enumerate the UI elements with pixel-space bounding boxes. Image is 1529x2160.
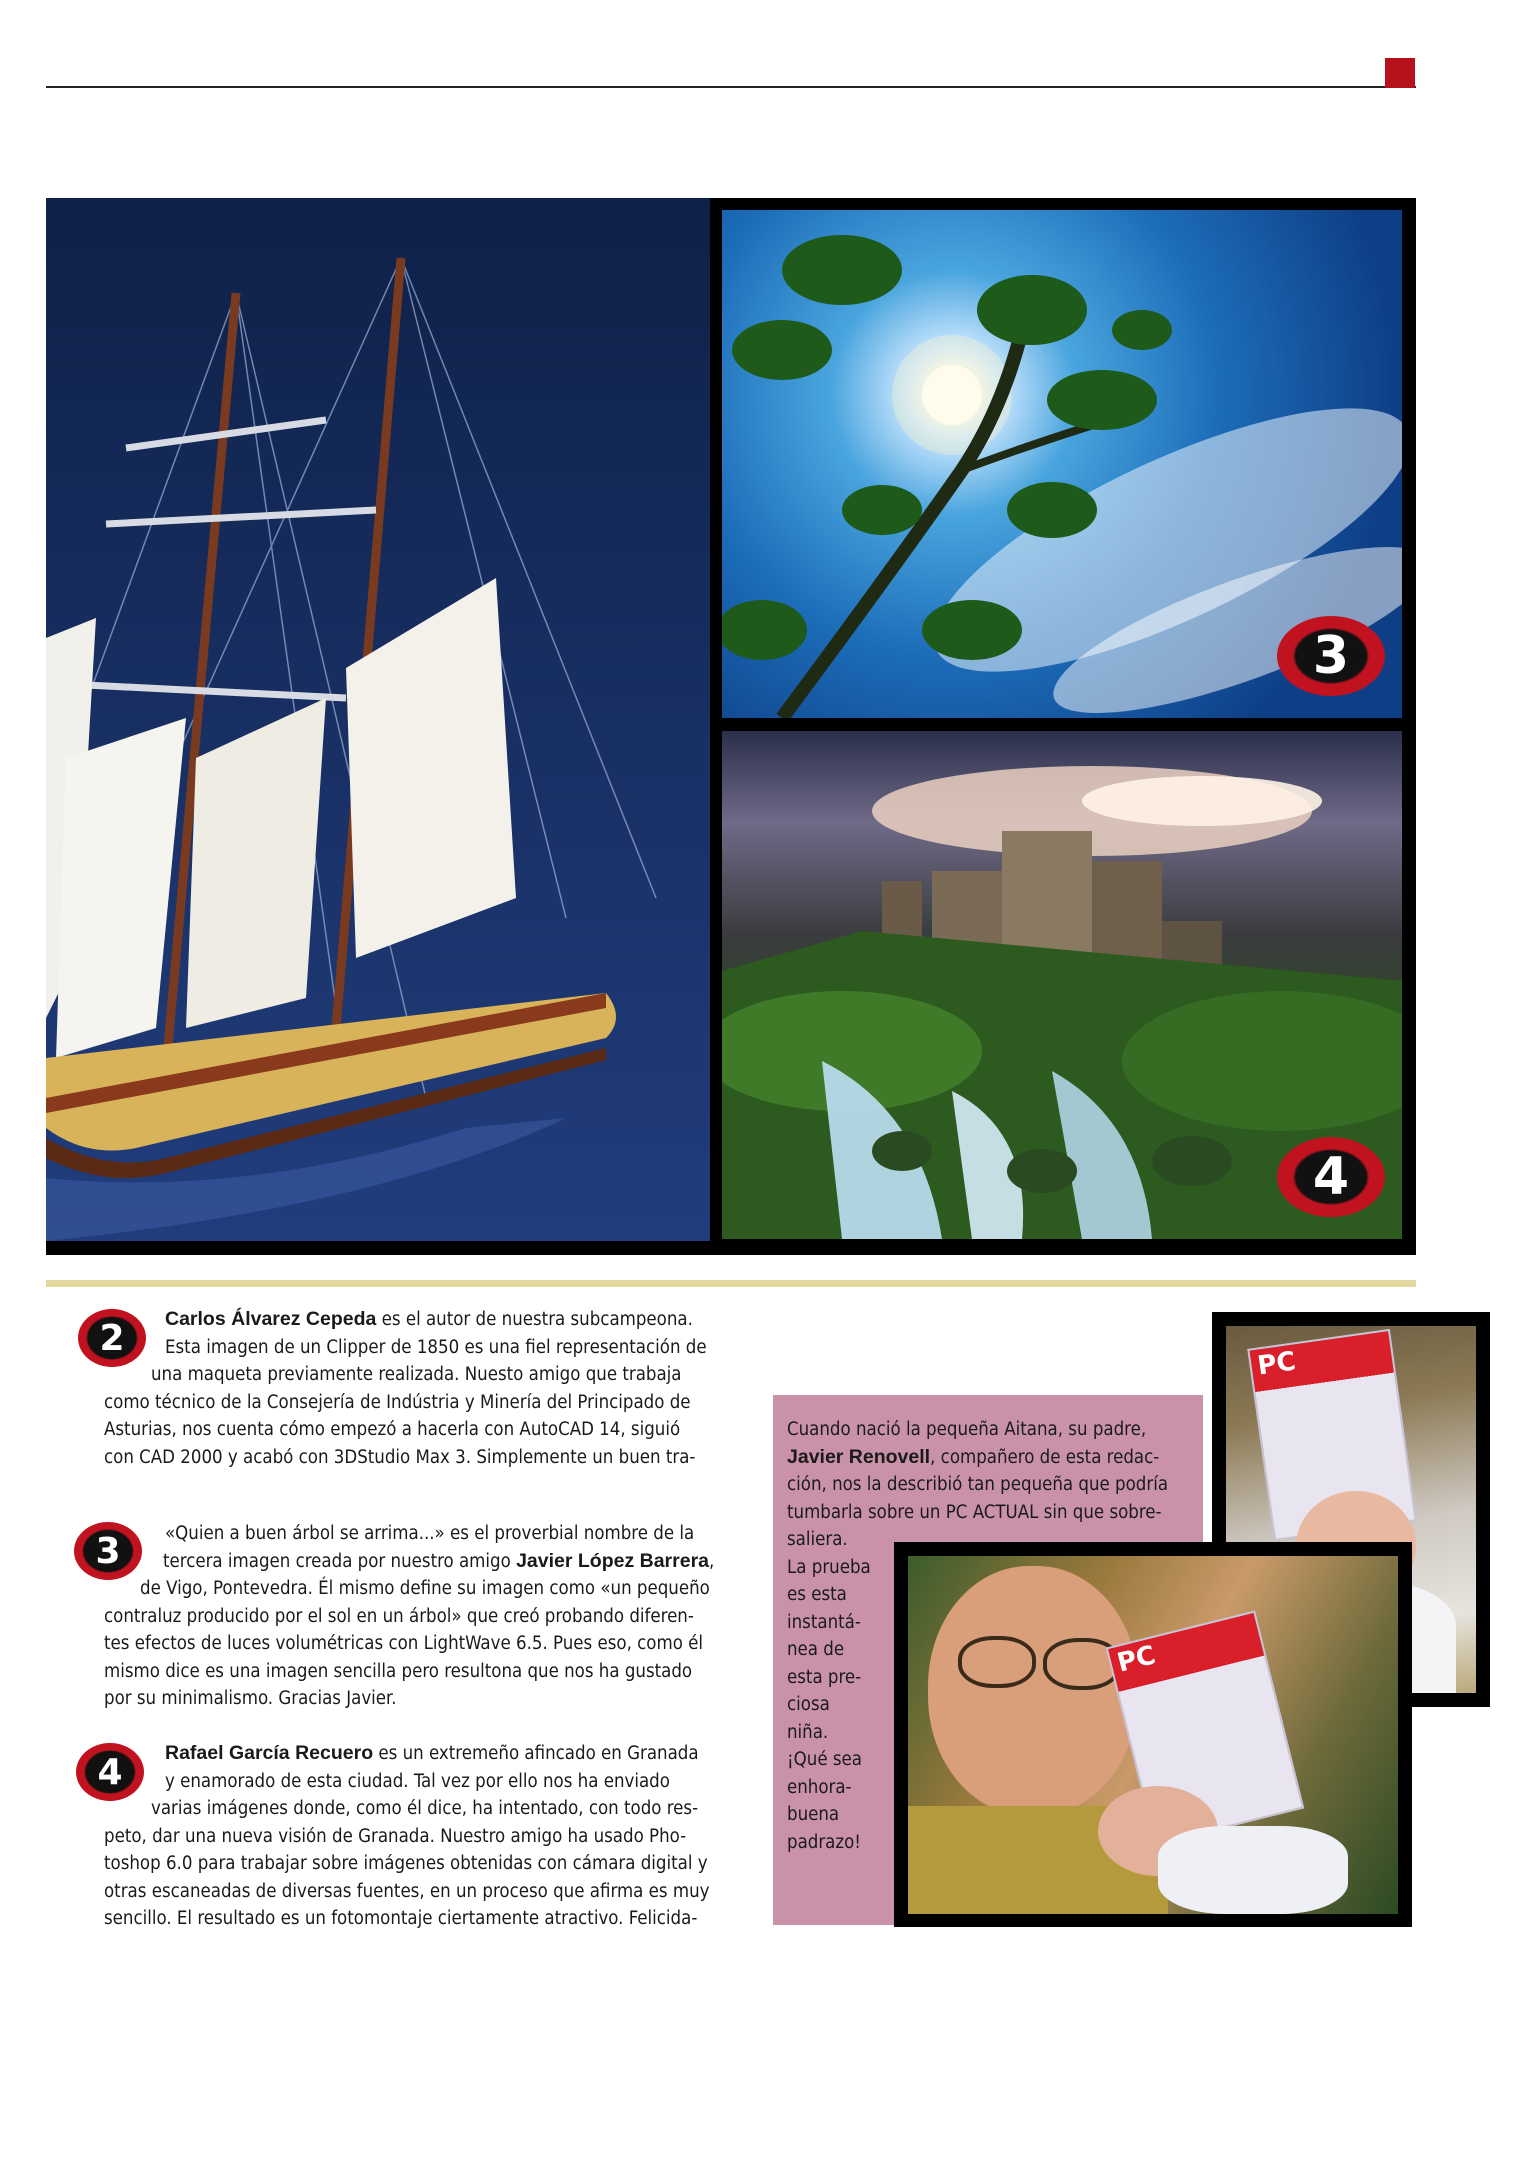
text-line: Rafael García Recuero es un extremeño afincado en Granada [165, 1742, 699, 1764]
text-line: Javier Renovell, compañero de esta redac- [787, 1445, 1160, 1468]
text-line: niña. [787, 1721, 829, 1743]
image-number-badge-4: 4 [1277, 1137, 1385, 1217]
text-line: Esta imagen de un Clipper de 1850 es una fiel representación de [165, 1336, 707, 1358]
text-line: es esta [787, 1584, 847, 1605]
text-line: tumbarla sobre un PC ACTUAL sin que sobre- [787, 1501, 1162, 1523]
magazine-cover-2: PC [1106, 1610, 1305, 1845]
text-line: sencillo. El resultado es un fotomontaje ciertamente atractivo. Felicida- [104, 1908, 698, 1929]
text-line: instantá- [787, 1611, 861, 1633]
page-marker-square [1385, 58, 1415, 88]
magazine-cover: PC [1247, 1329, 1417, 1541]
text-line: Cuando nació la pequeña Aitana, su padre, [787, 1419, 1147, 1440]
text-line: ¡Qué sea [787, 1749, 862, 1770]
text-line: «Quien a buen árbol se arrima...» es el proverbial nombre de la [165, 1523, 695, 1544]
text-line: con CAD 2000 y acabó con 3DStudio Max 3. Simplemente un buen tra- [104, 1446, 696, 1468]
text-line: ciosa [787, 1694, 830, 1715]
text-line: enhora- [787, 1776, 852, 1798]
section-divider [46, 1280, 1416, 1287]
top-rule [46, 86, 1416, 88]
father-face [928, 1566, 1138, 1816]
image-number-badge-3: 3 [1277, 616, 1385, 696]
text-line: tercera imagen creada por nuestro amigo Javier López Barrera, [163, 1549, 715, 1572]
text-line: Carlos Álvarez Cepeda es el autor de nuestra subcampeona. [165, 1308, 693, 1330]
text-line: otras escaneadas de diversas fuentes, en un proceso que afirma es muy [104, 1880, 710, 1902]
entry-badge-4: 4 [76, 1743, 144, 1801]
entry-3-text [104, 1520, 744, 1713]
entry-badge-3: 3 [74, 1522, 142, 1580]
text-line: peto, dar una nueva visión de Granada. Nuestro amigo ha usado Pho- [104, 1825, 687, 1847]
text-line: toshop 6.0 para trabajar sobre imágenes obtenidas con cámara digital y [104, 1853, 708, 1874]
text-line: varias imágenes donde, como él dice, ha intentado, con todo res- [151, 1798, 699, 1819]
text-line: nea de [787, 1639, 845, 1660]
text-line: saliera. [787, 1529, 848, 1550]
text-line: ción, nos la describió tan pequeña que podría [787, 1474, 1169, 1495]
father-with-baby-photo [908, 1556, 1398, 1914]
text-line: buena [787, 1804, 840, 1825]
text-line: como técnico de la Consejería de Indústria y Minería del Principado de [104, 1391, 691, 1413]
glasses-left [958, 1636, 1036, 1688]
entry-4-text [104, 1740, 744, 1933]
entry-2-text [104, 1306, 744, 1471]
text-line: tes efectos de luces volumétricas con LightWave 6.5. Pues eso, como él [104, 1633, 704, 1654]
baby-blanket [1158, 1826, 1348, 1914]
text-line: y enamorado de esta ciudad. Tal vez por ello nos ha enviado [165, 1770, 670, 1792]
text-line: Asturias, nos cuenta cómo empezó a hacerla con AutoCAD 14, siguió [104, 1419, 681, 1440]
text-line: contraluz producido por el sol en un árbol» que creó probando diferen- [104, 1605, 694, 1627]
text-line: por su minimalismo. Gracias Javier. [104, 1688, 397, 1709]
text-line: una maqueta previamente realizada. Nuesto amigo que trabaja [151, 1364, 682, 1385]
text-line: mismo dice es una imagen sencilla pero resultona que nos ha gustado [104, 1660, 693, 1682]
text-line: La prueba [787, 1556, 871, 1578]
clipper-ship-image [46, 198, 710, 1241]
text-line: de Vigo, Pontevedra. Él mismo define su imagen como «un pequeño [140, 1578, 710, 1599]
entry-badge-2: 2 [78, 1309, 146, 1367]
clipper-ship-illustration [46, 198, 710, 1241]
text-line: esta pre- [787, 1666, 862, 1688]
text-line: padrazo! [787, 1831, 861, 1853]
